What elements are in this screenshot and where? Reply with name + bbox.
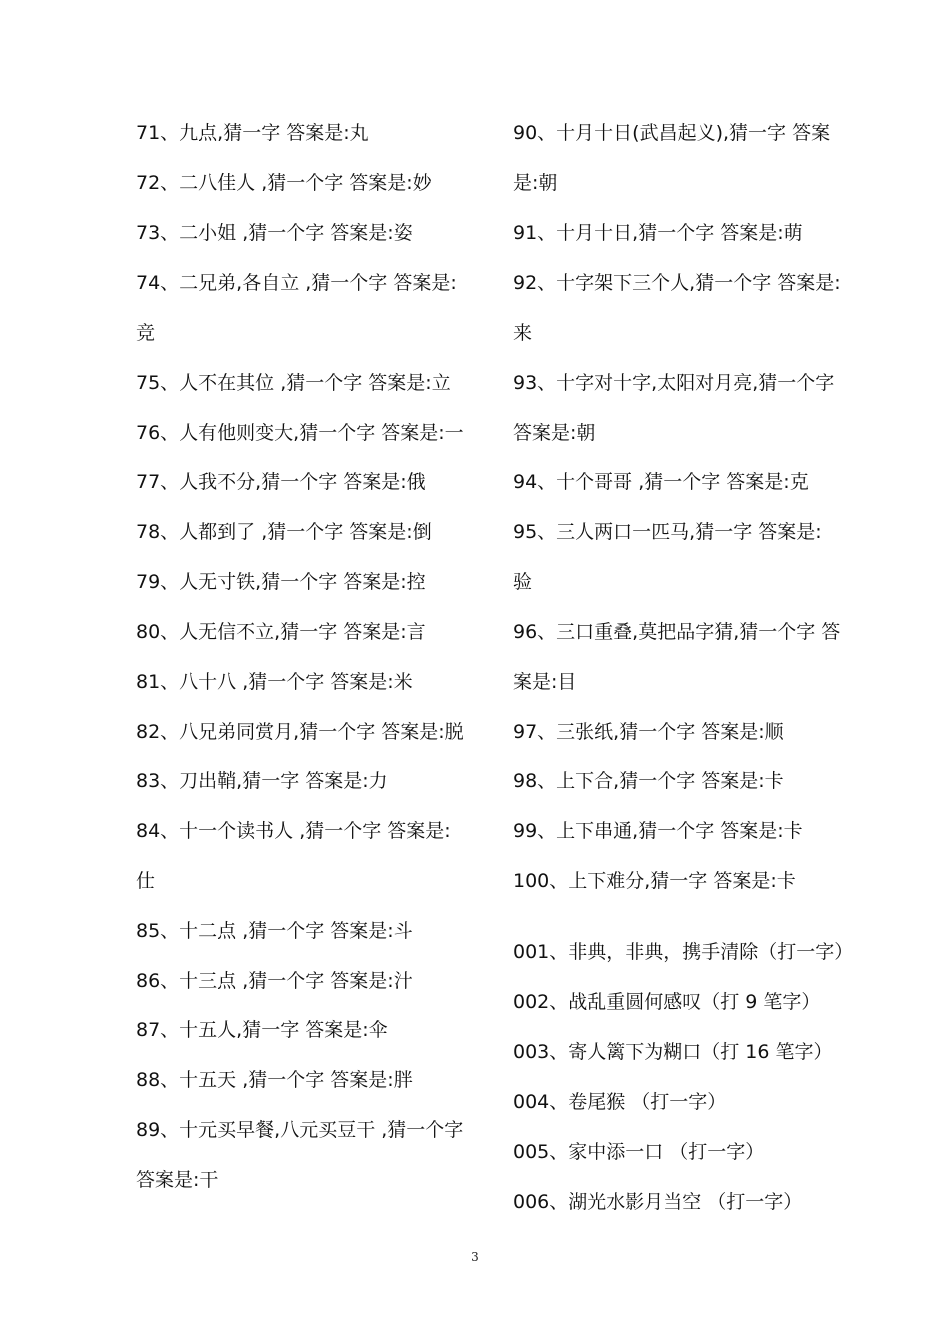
- riddle-line: 答案是:朝: [513, 422, 596, 444]
- riddle-line: 75、人不在其位 ,猜一个字 答案是:立: [136, 372, 451, 394]
- riddle-line: 81、八十八 ,猜一个字 答案是:米: [136, 671, 413, 693]
- riddle-line: 竞: [136, 322, 156, 344]
- riddle-line: 93、十字对十字,太阳对月亮,猜一个字: [513, 372, 835, 394]
- riddle-line: 89、十元买早餐,八元买豆干 ,猜一个字: [136, 1119, 464, 1141]
- riddle-line: 92、十字架下三个人,猜一个字 答案是:: [513, 272, 841, 294]
- riddle-line: 95、三人两口一匹马,猜一字 答案是:: [513, 521, 822, 543]
- riddle-line: 98、上下合,猜一个字 答案是:卡: [513, 770, 784, 792]
- riddle-line: 83、刀出鞘,猜一字 答案是:力: [136, 770, 388, 792]
- riddle-line: 案是:目: [513, 671, 577, 693]
- page-number: 3: [471, 1250, 479, 1264]
- riddle-line: 003、寄人篱下为糊口（打 16 笔字）: [513, 1041, 833, 1063]
- riddle-line: 100、上下难分,猜一字 答案是:卡: [513, 870, 796, 892]
- riddle-line: 来: [513, 322, 533, 344]
- riddle-line: 是:朝: [513, 172, 558, 194]
- riddle-line: 80、人无信不立,猜一字 答案是:言: [136, 621, 426, 643]
- riddle-line: 96、三口重叠,莫把品字猜,猜一个字 答: [513, 621, 841, 643]
- riddle-line: 76、人有他则变大,猜一个字 答案是:一: [136, 422, 464, 444]
- riddle-line: 006、湖光水影月当空 （打一字）: [513, 1191, 803, 1213]
- riddle-line: 005、家中添一口 （打一字）: [513, 1141, 765, 1163]
- riddle-line: 85、十二点 ,猜一个字 答案是:斗: [136, 920, 413, 942]
- riddle-line: 73、二小姐 ,猜一个字 答案是:姿: [136, 222, 413, 244]
- riddle-line: 94、十个哥哥 ,猜一个字 答案是:克: [513, 471, 809, 493]
- riddle-line: 82、八兄弟同赏月,猜一个字 答案是:脱: [136, 721, 464, 743]
- riddle-line: 91、十月十日,猜一个字 答案是:萌: [513, 222, 803, 244]
- riddle-line: 84、十一个读书人 ,猜一个字 答案是:: [136, 820, 451, 842]
- riddle-line: 72、二八佳人 ,猜一个字 答案是:妙: [136, 172, 432, 194]
- riddle-line: 仕: [136, 870, 156, 892]
- riddle-line: 88、十五天 ,猜一个字 答案是:胖: [136, 1069, 413, 1091]
- riddle-line: 答案是:干: [136, 1169, 219, 1191]
- riddle-line: 99、上下串通,猜一个字 答案是:卡: [513, 820, 803, 842]
- riddle-line: 验: [513, 571, 533, 593]
- riddle-line: 74、二兄弟,各自立 ,猜一个字 答案是:: [136, 272, 457, 294]
- riddle-line: 78、人都到了 ,猜一个字 答案是:倒: [136, 521, 432, 543]
- riddle-line: 004、卷尾猴 （打一字）: [513, 1091, 727, 1113]
- riddle-line: 001、非典，非典，携手清除（打一字）: [513, 941, 854, 963]
- riddle-line: 002、战乱重圆何感叹（打 9 笔字）: [513, 991, 821, 1013]
- riddle-line: 71、九点,猜一字 答案是:丸: [136, 122, 369, 144]
- riddle-line: 86、十三点 ,猜一个字 答案是:汁: [136, 970, 413, 992]
- riddle-line: 77、人我不分,猜一个字 答案是:俄: [136, 471, 426, 493]
- riddle-line: 79、人无寸铁,猜一个字 答案是:控: [136, 571, 426, 593]
- riddle-line: 90、十月十日(武昌起义),猜一字 答案: [513, 122, 831, 144]
- riddle-line: 87、十五人,猜一字 答案是:伞: [136, 1019, 388, 1041]
- riddle-line: 97、三张纸,猜一个字 答案是:顺: [513, 721, 784, 743]
